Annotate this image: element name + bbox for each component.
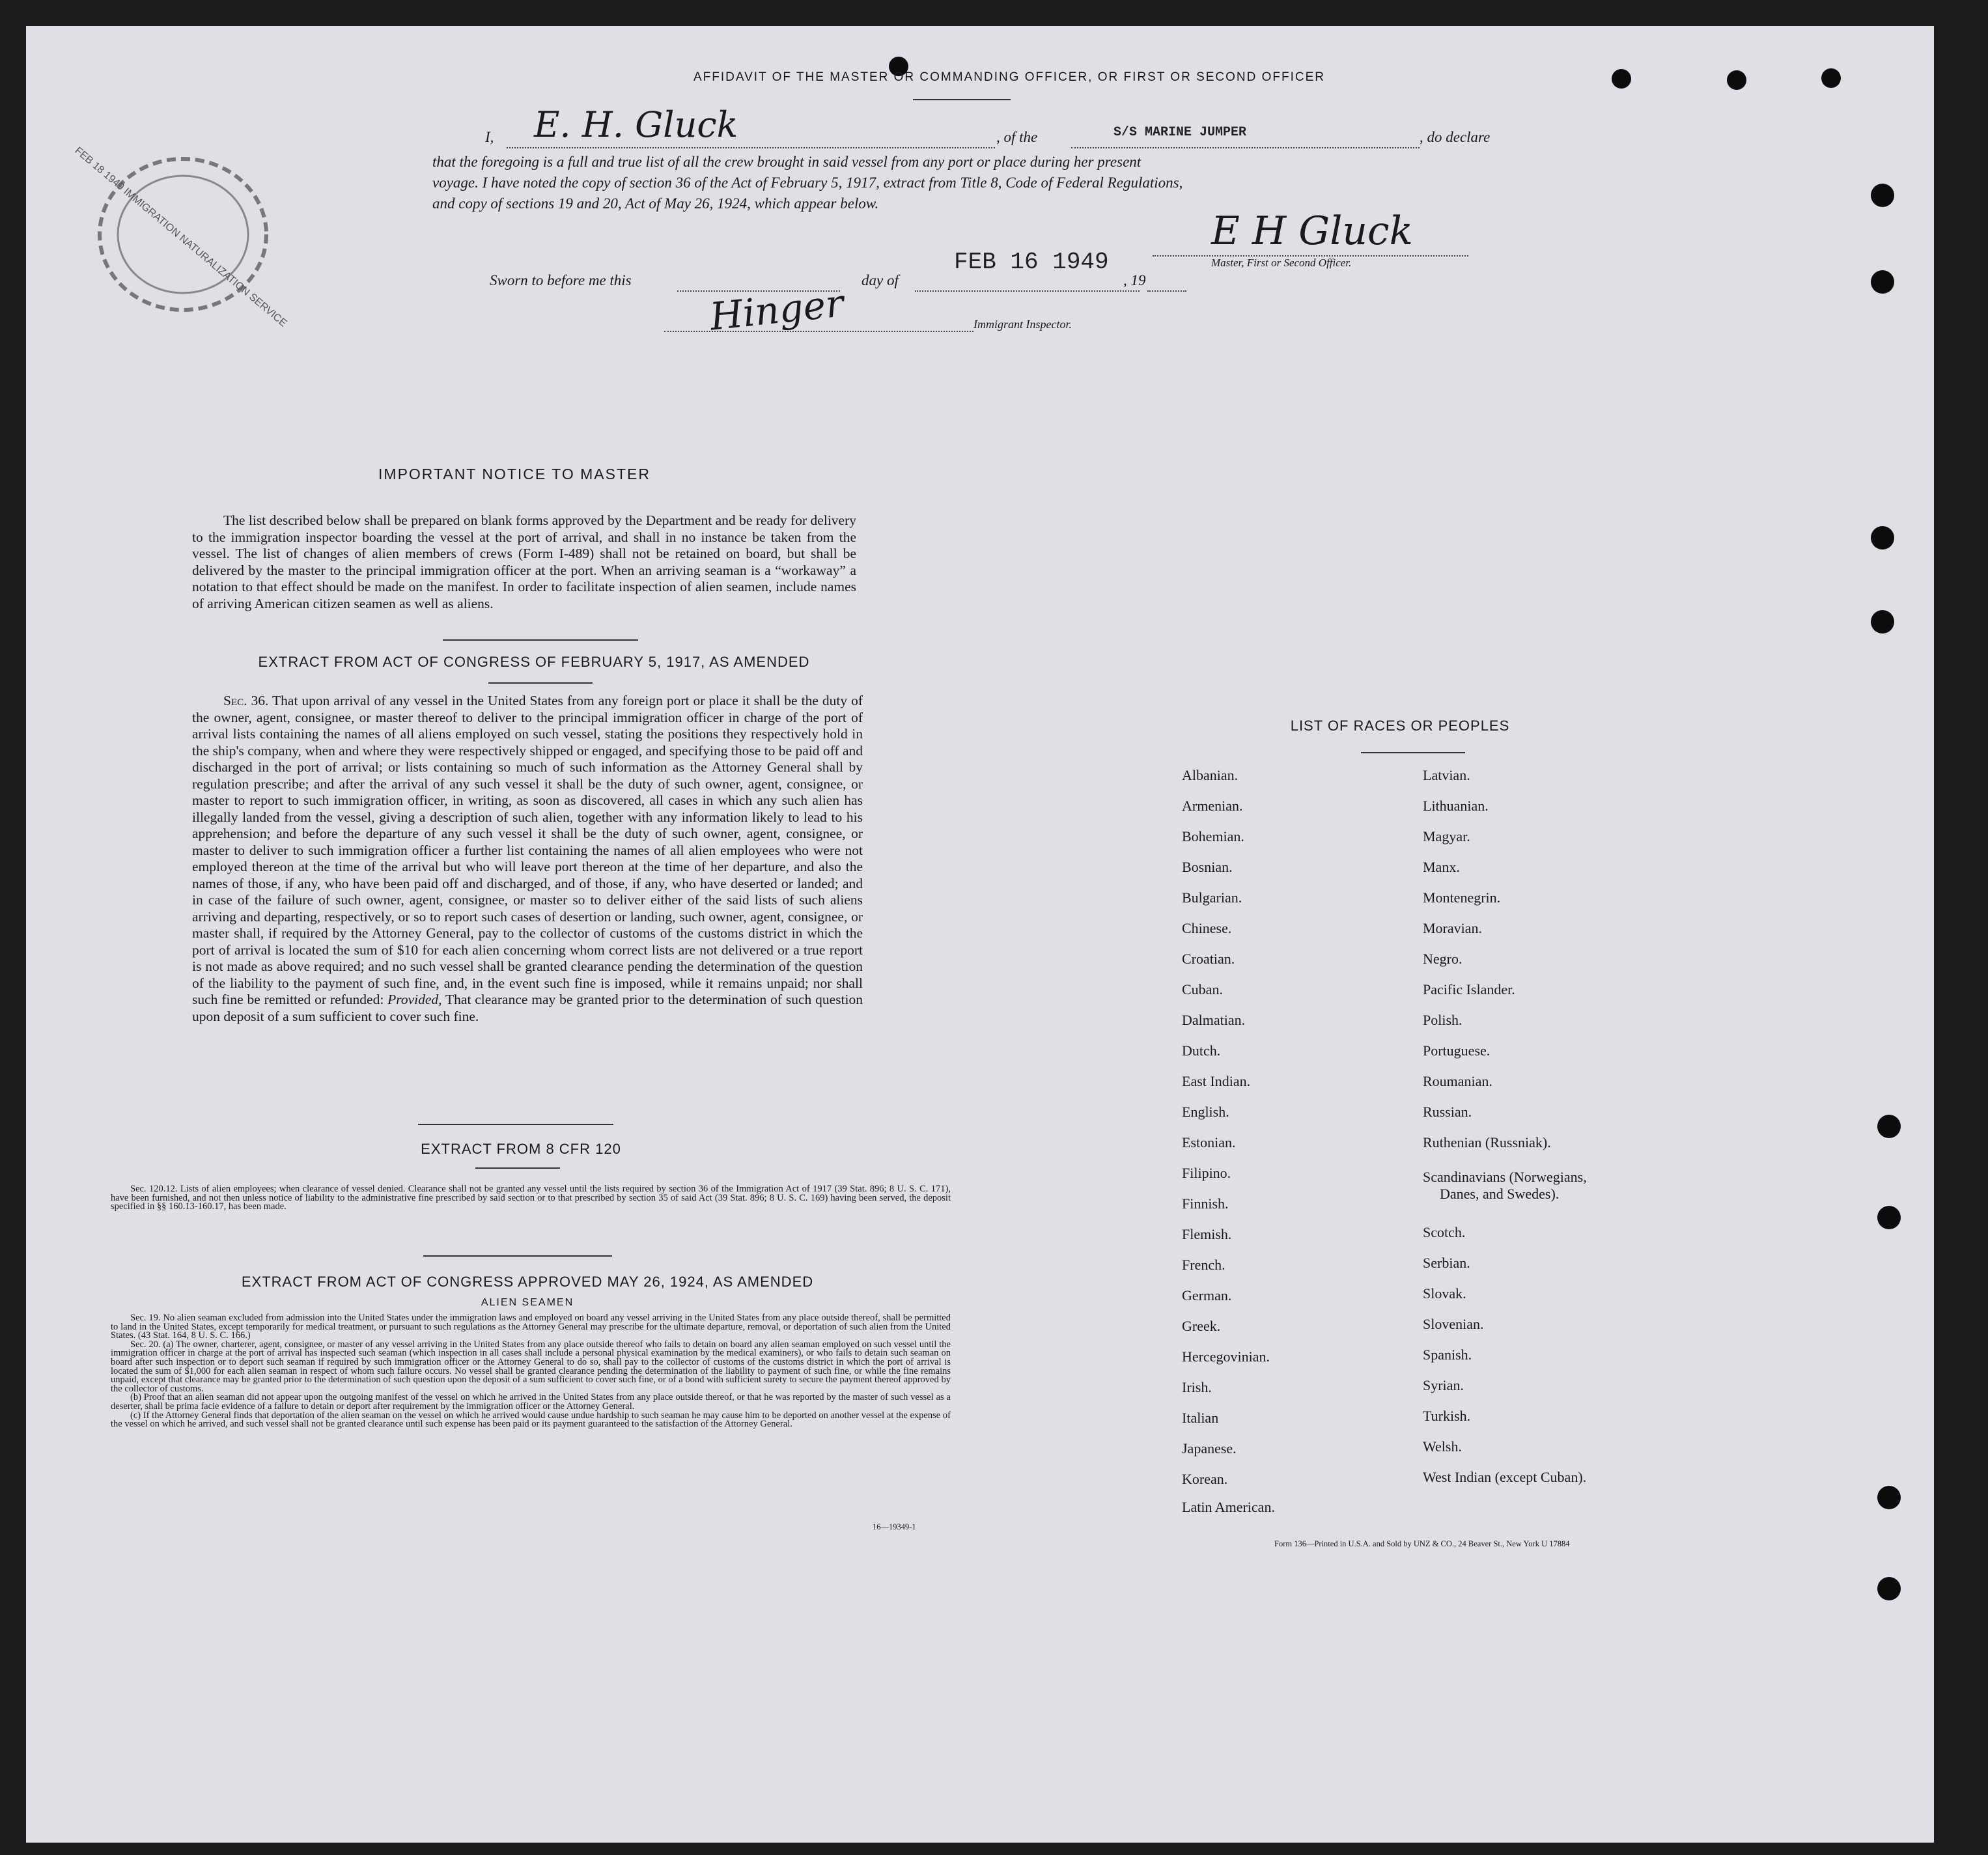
sworn-month-line [915, 290, 1140, 292]
immigration-seal [72, 145, 289, 329]
extract-1917-text [192, 693, 863, 1025]
race-item: Welsh. [1423, 1438, 1462, 1455]
race-item: Turkish. [1423, 1408, 1471, 1424]
affidavit-body-line3: and copy of sections 19 and 20, Act of May 26, 1924, which appear below. [432, 195, 879, 212]
race-item: Chinese. [1182, 920, 1232, 936]
race-item: Manx. [1423, 859, 1460, 875]
punch-hole [1612, 69, 1631, 89]
race-item: Bosnian. [1182, 859, 1233, 875]
line1-prefix: I, [485, 129, 494, 145]
extract-1917-end-rule [418, 1124, 613, 1125]
race-item: Greek. [1182, 1318, 1221, 1334]
race-item: German. [1182, 1287, 1232, 1304]
race-item: Syrian. [1423, 1377, 1464, 1393]
race-item: Scandinavians (Norwegians, [1423, 1169, 1587, 1185]
year-line [1147, 290, 1186, 292]
race-item: Armenian. [1182, 798, 1243, 814]
race-item: Albanian. [1182, 767, 1239, 783]
inspector-caption: Immigrant Inspector. [973, 318, 1072, 331]
race-item: Latin American. [1182, 1499, 1275, 1515]
race-item: Irish. [1182, 1379, 1212, 1395]
day-of-text: day of [861, 272, 899, 288]
sworn-prefix: Sworn to before me this [490, 272, 632, 288]
races-title: LIST OF RACES OR PEOPLES [1290, 718, 1510, 734]
notice-title: IMPORTANT NOTICE TO MASTER [378, 466, 651, 482]
races-rule [1361, 752, 1465, 753]
race-item: Ruthenian (Russniak). [1423, 1134, 1551, 1151]
date-stamp: FEB 16 1949 [954, 249, 1109, 275]
race-item: Cuban. [1182, 981, 1223, 997]
race-item: Japanese. [1182, 1440, 1237, 1457]
extract-1924-text [111, 1314, 951, 1429]
notice-rule [443, 639, 638, 641]
race-item: Polish. [1423, 1012, 1463, 1028]
punch-hole [1877, 1577, 1901, 1600]
sec36-label: Sec. 36. [223, 693, 269, 708]
race-item: Hercegovinian. [1182, 1348, 1270, 1365]
race-item: Moravian. [1423, 920, 1483, 936]
document-sheet [26, 26, 1934, 1843]
affidavit-body-line2: voyage. I have noted the copy of section 36 of the Act of February 5, 1917, extract from Title 8, Code of Federal Regulations, [432, 174, 1183, 191]
affidavit-title: AFFIDAVIT OF THE MASTER OR COMMANDING OFFICER, OR FIRST OR SECOND OFFICER [693, 70, 1326, 84]
race-item: Bohemian. [1182, 828, 1244, 844]
master-caption: Master, First or Second Officer. [1211, 257, 1352, 269]
punch-hole [1877, 1206, 1901, 1229]
race-item: Scotch. [1423, 1224, 1466, 1240]
punch-hole [1871, 610, 1894, 634]
notice-paragraph: The list described below shall be prepared on blank forms approved by the Department and be ready for delivery to the immigration inspector boarding the vessel at the port of arrival, and shall in no instance be taken from the vessel. The list of changes of alien members of crews (Form I-489) shall not be retained on board, but shall be delivered by the master to the principal immigration officer at the port. When an arriving seaman is a “workaway” a notation to that effect should be made on the manifest. In order to facilitate inspection of alien seamen, include names of arriving American citizen seamen as well as aliens. [192, 512, 856, 611]
master-name-handwritten: E. H. Gluck [534, 104, 738, 145]
race-item: Filipino. [1182, 1165, 1231, 1181]
race-item: Italian [1182, 1410, 1219, 1426]
punch-hole [1871, 270, 1894, 294]
race-item: Serbian. [1423, 1255, 1470, 1271]
vessel-stamp: S/S MARINE JUMPER [1113, 125, 1247, 140]
race-item: Lithuanian. [1423, 798, 1489, 814]
race-item: Korean. [1182, 1471, 1228, 1487]
master-name-line [507, 147, 995, 148]
race-item: West Indian (except Cuban). [1423, 1469, 1587, 1485]
sec20c-paragraph: (c) If the Attorney General finds that deportation of the alien seaman on the vessel on which he arrived would cause undue hardship to such seaman he may cause him to be deported on another vessel at the expense of the vessel on which he arrived, and such vessel shall not be granted clearance until such expense has been paid or its payment guaranteed to the satisfaction of the Attorney General. [111, 1410, 951, 1430]
race-item: Dalmatian. [1182, 1012, 1246, 1028]
extract-cfr-text [111, 1185, 951, 1212]
cfr-paragraph: Sec. 120.12. Lists of alien employees; when clearance of vessel denied. Clearance shall not be granted any vessel until the lists required by section 36 of the Immigration Act of 1917 (39 Stat. 896; 8 U. S. C. 171), have been furnished, and not then unless notice of liability to the administrative fine prescribed by said section or to that prescribed by section 35 of said Act (39 Stat. 896; 8 U. S. C. 169) having been served, the deposit specified in §§ 160.13-160.17, has been made. [111, 1184, 951, 1212]
extract-cfr-title: EXTRACT FROM 8 CFR 120 [421, 1141, 621, 1157]
master-signature: E H Gluck [1211, 208, 1413, 254]
inspector-signature-line [664, 331, 973, 332]
year-prefix: , 19 [1123, 272, 1146, 288]
race-item: Russian. [1423, 1104, 1472, 1120]
title-rule [913, 99, 1011, 100]
provided-label: Provided, [387, 992, 442, 1007]
of-the-text: , of the [996, 129, 1038, 145]
extract-1917-rule [488, 682, 593, 684]
race-item-continuation: Danes, and Swedes). [1440, 1186, 1560, 1202]
race-item: Slovenian. [1423, 1316, 1484, 1332]
race-item: Pacific Islander. [1423, 981, 1515, 997]
race-item: English. [1182, 1104, 1229, 1120]
sec19-paragraph: Sec. 19. No alien seaman excluded from admission into the United States under the immigration laws and employed on board any vessel arriving in the United States from any place outside thereof, shall be permitted to land in the United States, except temporarily for medical treatment, or pursuant to such regulations as the Attorney General may prescribe for the ultimate departure, removal, or deportation of such alien from the United States. (43 Stat. 164, 8 U. S. C. 166.) [111, 1313, 951, 1341]
race-item: Finnish. [1182, 1195, 1229, 1212]
race-item: Portuguese. [1423, 1042, 1491, 1059]
race-item: Estonian. [1182, 1134, 1236, 1151]
race-item: Flemish. [1182, 1226, 1232, 1242]
extract-1924-code: 16—19349-1 [873, 1522, 916, 1531]
extract-1924-subtitle: ALIEN SEAMEN [481, 1297, 574, 1308]
punch-hole [1871, 184, 1894, 207]
seal-text: FEB 18 1949 IMMIGRATION NATURALIZATION SERVICE [72, 145, 289, 329]
race-item: Croatian. [1182, 951, 1235, 967]
race-item: Slovak. [1423, 1285, 1466, 1302]
punch-hole [1871, 526, 1894, 550]
notice-text [192, 512, 856, 612]
affidavit-body-line1: that the foregoing is a full and true list of all the crew brought in said vessel from any port or place during her present [432, 154, 1141, 170]
sec36-text-a: That upon arrival of any vessel in the United States from any foreign port or place it shall be the duty of the owner, agent, consignee, or master thereof to deliver to the principal immigration officer in charge of the port of arrival lists containing the names of all aliens employed on such vessel, stating the positions they respectively hold in the ship's company, when and where they were respectively shipped or engaged, and specifying those to be paid off and discharged in the port of arrival; or lists containing so much of such information as the Attorney General shall by regulation prescribe; and after the arrival of any such vessel it shall be the duty of such owner, agent, consignee, or master to report to such immigration officer, in writing, as soon as discovered, all cases in which any such alien has illegally landed from the vessel, giving a description of such alien, together with any information likely to lead to his apprehension; and before the departure of any such vessel it shall be the duty of such owner, agent, consignee, or master to deliver to such immigration officer a further list containing the names of all alien employees who were not employed thereon at the time of the arrival but who will leave port thereon at the time of her departure, and also the names of those, if any, who have been paid off and discharged, and of those, if any, who have deserted or landed; and in case of the failure of such owner, agent, consignee, or master so to deliver either of the said lists of such aliens arriving and departing, respectively, or so to report such cases of desertion or landing, such owner, agent, consignee, or master shall, if required by the Attorney General, pay to the collector of customs of the customs district in which the port of arrival is located the sum of $10 for each alien concerning whom correct lists are not delivered or a true report is not made as above required; and no such vessel shall be granted clearance pending the determination of the question of the liability to the payment of such fine, and, in the event such fine is imposed, while it remains unpaid; nor shall such fine be remitted or refunded: [192, 693, 863, 1007]
race-item: East Indian. [1182, 1073, 1251, 1089]
do-declare-text: , do declare [1420, 129, 1491, 145]
form-footer: Form 136—Printed in U.S.A. and Sold by UNZ & CO., 24 Beaver St., New York U 17884 [1274, 1539, 1570, 1548]
extract-1924-title: EXTRACT FROM ACT OF CONGRESS APPROVED MAY 26, 1924, AS AMENDED [241, 1274, 814, 1290]
race-item: Spanish. [1423, 1346, 1472, 1363]
extract-cfr-end-rule [423, 1255, 612, 1257]
race-item: Magyar. [1423, 828, 1470, 844]
punch-hole [1877, 1115, 1901, 1138]
inspector-signature: Hinger [708, 281, 846, 339]
race-item: Montenegrin. [1423, 889, 1501, 906]
extract-cfr-rule [475, 1167, 560, 1169]
sec36-text-b: That clearance may be granted prior to the determination of such question upon deposit of a sum sufficient to cover such fine. [192, 992, 863, 1024]
punch-hole [1877, 1486, 1901, 1509]
race-item: French. [1182, 1257, 1225, 1273]
race-item: Roumanian. [1423, 1073, 1492, 1089]
vessel-line [1071, 147, 1420, 148]
sec20a-paragraph: Sec. 20. (a) The owner, charterer, agent, consignee, or master of any vessel arriving in the United States from any place outside thereof who fails to detain on board any alien seaman employed on such vessel until the immigration officer in charge at the port of arrival has inspected such seaman (which inspection in all cases shall include a personal physical examination by the medical examiners), or who fails to detain such seaman on board after such inspection or to deport such seaman if required by such immigration officer or the Attorney General to do so, shall pay to the collector of customs of the customs district in which the port of arrival is located the sum of $1,000 for each alien seaman in respect of whom such failure occurs. No vessel shall be granted clearance pending the determination of the liability to payment of such fine, or while the fine remains unpaid, except that clearance may be granted prior to the determination of such question upon the deposit of a sum sufficient to cover such fine, or of a bond with sufficient surety to secure the payment thereof approved by the collector of customs. [111, 1339, 951, 1394]
race-item: Bulgarian. [1182, 889, 1242, 906]
race-item: Latvian. [1423, 767, 1470, 783]
punch-hole [1727, 70, 1746, 90]
race-item: Negro. [1423, 951, 1463, 967]
extract-1917-title: EXTRACT FROM ACT OF CONGRESS OF FEBRUARY 5, 1917, AS AMENDED [258, 654, 810, 670]
sec20b-paragraph: (b) Proof that an alien seaman did not appear upon the outgoing manifest of the vessel on which he arrived in the United States from any place outside thereof, or that he was reported by the master of such vessel as a deserter, shall be prima facie evidence of a failure to detain or deport after requirement by the immigration officer or the Attorney General. [111, 1392, 951, 1412]
punch-hole [1821, 68, 1841, 88]
race-item: Dutch. [1182, 1042, 1221, 1059]
